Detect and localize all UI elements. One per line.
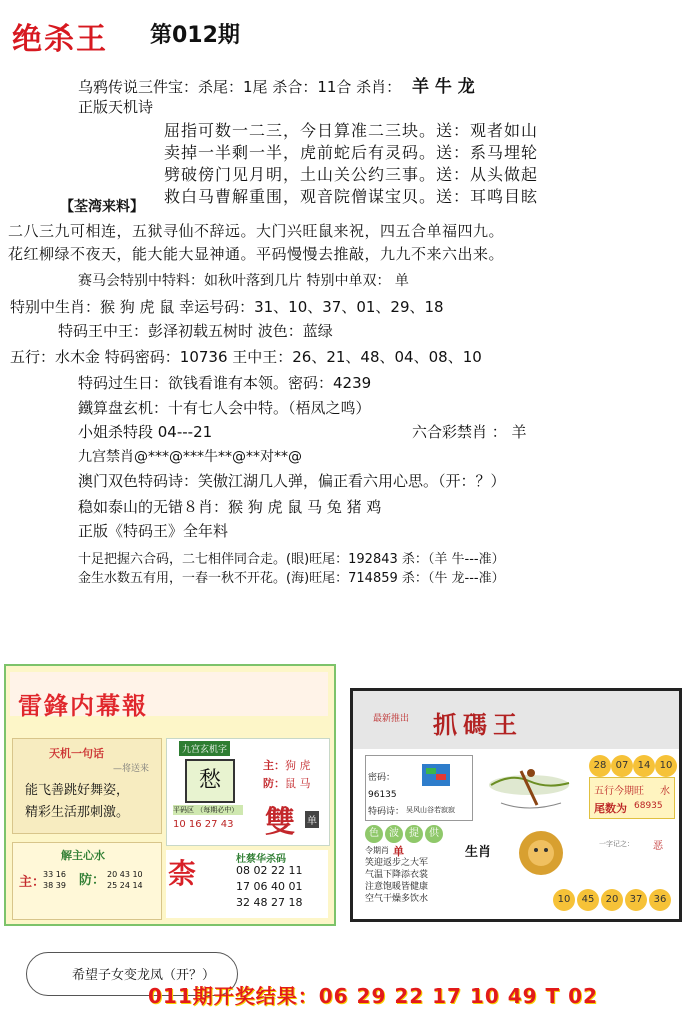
hint-panel bbox=[12, 738, 162, 834]
poem-label: 特码诗： bbox=[368, 807, 405, 817]
logo-green-block bbox=[426, 768, 436, 774]
quatrain-line: 注意饱暖皆健康 bbox=[365, 882, 429, 892]
lianma-label: 令期肖 bbox=[365, 846, 389, 855]
lianma-value: 单 bbox=[393, 845, 404, 858]
weishu-label: 尾数为 bbox=[594, 802, 627, 815]
leifeng-title: 雷鋒内幕報 bbox=[18, 691, 148, 720]
logo-red-block bbox=[436, 774, 446, 780]
code-ball: 20 bbox=[601, 889, 623, 911]
abacus-line: 鐵算盘玄机：十有七人会中特。（梧凤之鸣） bbox=[78, 399, 371, 417]
birthday-line: 特码过生日：欲钱看谁有本领。密码：4239 bbox=[78, 374, 372, 392]
jiugong-line: 九宫禁肖@***@***牛**@**对**@ bbox=[78, 449, 302, 465]
macau-line: 澳门双色特码诗：笑傲江湖几人弹，偏正看六用心思。（开：？） bbox=[78, 472, 506, 490]
code-ball: 36 bbox=[649, 889, 671, 911]
zhuamawang-card bbox=[350, 688, 682, 922]
killcode-panel bbox=[166, 850, 328, 918]
hint-heading: 天机一句话 bbox=[49, 747, 104, 760]
poem-value: 吴风山谷若寂寂 bbox=[406, 806, 455, 814]
taishan-line: 稳如泰山的无错８肖：猴 狗 虎 鼠 马 兔 猪 鸡 bbox=[78, 498, 382, 516]
xinshui-nums-b: 20 43 10 25 24 14 bbox=[107, 870, 143, 890]
stats-box bbox=[589, 777, 675, 819]
jiugong-char: 愁 bbox=[185, 759, 235, 803]
leifeng-header bbox=[10, 672, 328, 720]
killcode-row: 17 06 40 01 bbox=[236, 880, 303, 893]
new-label: 最新推出 bbox=[373, 714, 410, 724]
crow-zodiac: 羊 牛 龙 bbox=[411, 77, 475, 97]
hint-line: 能飞善跳好舞姿， bbox=[25, 783, 130, 798]
draw-result: 011期开奖结果：06 29 22 17 10 49 T 02 bbox=[148, 984, 598, 1008]
special-zodiac-line: 特别中生肖：猴 狗 虎 鼠 幸运号码：31、10、37、01、29、18 bbox=[10, 298, 444, 316]
jiugong-panel bbox=[166, 738, 330, 846]
brand-title: 绝杀王 bbox=[12, 22, 108, 57]
king-line: 特码王中王：彭泽初载五树时 波色：蓝绿 bbox=[58, 322, 333, 340]
nai-char: 柰 bbox=[168, 857, 197, 890]
weishu-value: 68935 bbox=[634, 801, 663, 811]
crow-text: 乌鸦传说三件宝：杀尾：1尾 杀合：11合 杀肖： bbox=[78, 78, 402, 96]
boat-scene-image bbox=[481, 755, 577, 819]
pingma-label: 平码区 （每期必中） bbox=[173, 805, 243, 815]
hint-sub: —将送来 bbox=[113, 764, 150, 774]
zhu-label: 主： bbox=[263, 759, 285, 772]
jiugong-head: 九宫玄机字 bbox=[179, 741, 230, 756]
zhuamawang-title: 抓碼王 bbox=[433, 710, 523, 739]
wuxing-line: 五行：水木金 特码密码：10736 王中王：26、21、48、04、08、10 bbox=[10, 348, 482, 366]
tail-line: 十足把握六合码，二七相伴同合走。(眼)旺尾：192843 杀：（羊 牛---准） bbox=[78, 552, 505, 567]
tag-badge: 波 bbox=[385, 825, 403, 843]
wuxing-value: 水 bbox=[660, 786, 670, 797]
fullyear-line: 正版《特码王》全年料 bbox=[78, 522, 229, 540]
killcode-row: 32 48 27 18 bbox=[236, 896, 303, 909]
zhu-value: 狗 虎 bbox=[285, 759, 311, 772]
tag-badge: 提 bbox=[405, 825, 423, 843]
xinshui-nums-a: 33 16 38 39 bbox=[43, 870, 66, 890]
verse-line: 花红柳绿不夜天，能大能大显神通。平码慢慢去推敲，九九不来六出来。 bbox=[8, 245, 505, 263]
tag-badge: 色 bbox=[365, 825, 383, 843]
xinshui-zhu: 主： bbox=[19, 875, 46, 890]
verse-line: 二八三九可相连，五狱寻仙不辞远。大门兴旺鼠来祝，四五合单福四九。 bbox=[8, 222, 505, 240]
code-ball: 28 bbox=[589, 755, 611, 777]
pingma-numbers: 10 16 27 43 bbox=[173, 819, 234, 830]
liuhe-line: 六合彩禁肖 ： 羊 bbox=[412, 423, 527, 441]
xinshui-panel bbox=[12, 842, 162, 920]
poem-heading: 正版天机诗 bbox=[78, 98, 154, 116]
tail-line: 金生水数五有用，一春一秋不开花。(海)旺尾：714859 杀：（牛 龙---准） bbox=[78, 571, 505, 586]
code-ball: 10 bbox=[553, 889, 575, 911]
cloud-text: 希望子女变龙凤（开？） bbox=[72, 968, 216, 983]
code-ball: 37 bbox=[625, 889, 647, 911]
crow-line bbox=[78, 72, 475, 97]
poem-line: 劈破傍门见月明，土山关公约三事。送：从头做起 bbox=[164, 165, 539, 184]
yiqi-label: 一字记之： bbox=[599, 840, 634, 848]
code-ball: 10 bbox=[655, 755, 677, 777]
fang-label: 防： bbox=[263, 777, 285, 790]
xinshui-head: 解主心水 bbox=[61, 849, 105, 862]
killcode-head: 杜蔡华杀码 bbox=[236, 854, 286, 865]
poem-line: 屈指可数一二三，今日算准二三块。送：观者如山 bbox=[164, 121, 539, 140]
code-ball: 07 bbox=[611, 755, 633, 777]
leifeng-card bbox=[4, 664, 336, 926]
tag-badge: 供 bbox=[425, 825, 443, 843]
fang-value: 鼠 马 bbox=[285, 777, 311, 790]
wuxing-label: 五行今期旺 bbox=[594, 786, 644, 797]
quatrain bbox=[365, 857, 428, 905]
killcode-row: 08 02 22 11 bbox=[236, 864, 303, 877]
quatrain-line: 气温下降添衣裳 bbox=[365, 870, 429, 880]
lion-image bbox=[501, 823, 581, 883]
quatrain-line: 笑迎返步之大军 bbox=[365, 858, 429, 868]
mima-value: 96135 bbox=[368, 790, 397, 800]
poem-line: 卖掉一半剩一半，虎前蛇后有灵码。送：系马埋轮 bbox=[164, 143, 539, 162]
shengxiao-label: 生肖 bbox=[465, 845, 492, 860]
poem-line: 救白马曹解重围，观音院僧谋宝贝。送：耳鸣目眩 bbox=[164, 187, 539, 206]
miss-line: 小姐杀特段 04---21 bbox=[78, 423, 213, 441]
yiqi-value: 恶 bbox=[653, 841, 663, 852]
mima-label: 密码： bbox=[368, 773, 396, 783]
issue-number: 第012期 bbox=[150, 23, 240, 48]
dan-badge: 单 bbox=[305, 811, 319, 828]
horse-line: 赛马会特别中特料：如秋叶落到几片 特别中单双： 单 bbox=[78, 273, 409, 289]
shuang-char: 雙 bbox=[265, 805, 295, 840]
code-ball: 45 bbox=[577, 889, 599, 911]
hint-line: 精彩生活那刺激。 bbox=[25, 805, 130, 820]
xinshui-fang: 防： bbox=[79, 873, 106, 888]
code-box bbox=[365, 755, 473, 821]
quatrain-line: 空气干燥多饮水 bbox=[365, 894, 429, 904]
code-ball: 14 bbox=[633, 755, 655, 777]
logo-icon bbox=[422, 764, 450, 786]
section-heading: 【荃湾来料】 bbox=[60, 199, 144, 215]
